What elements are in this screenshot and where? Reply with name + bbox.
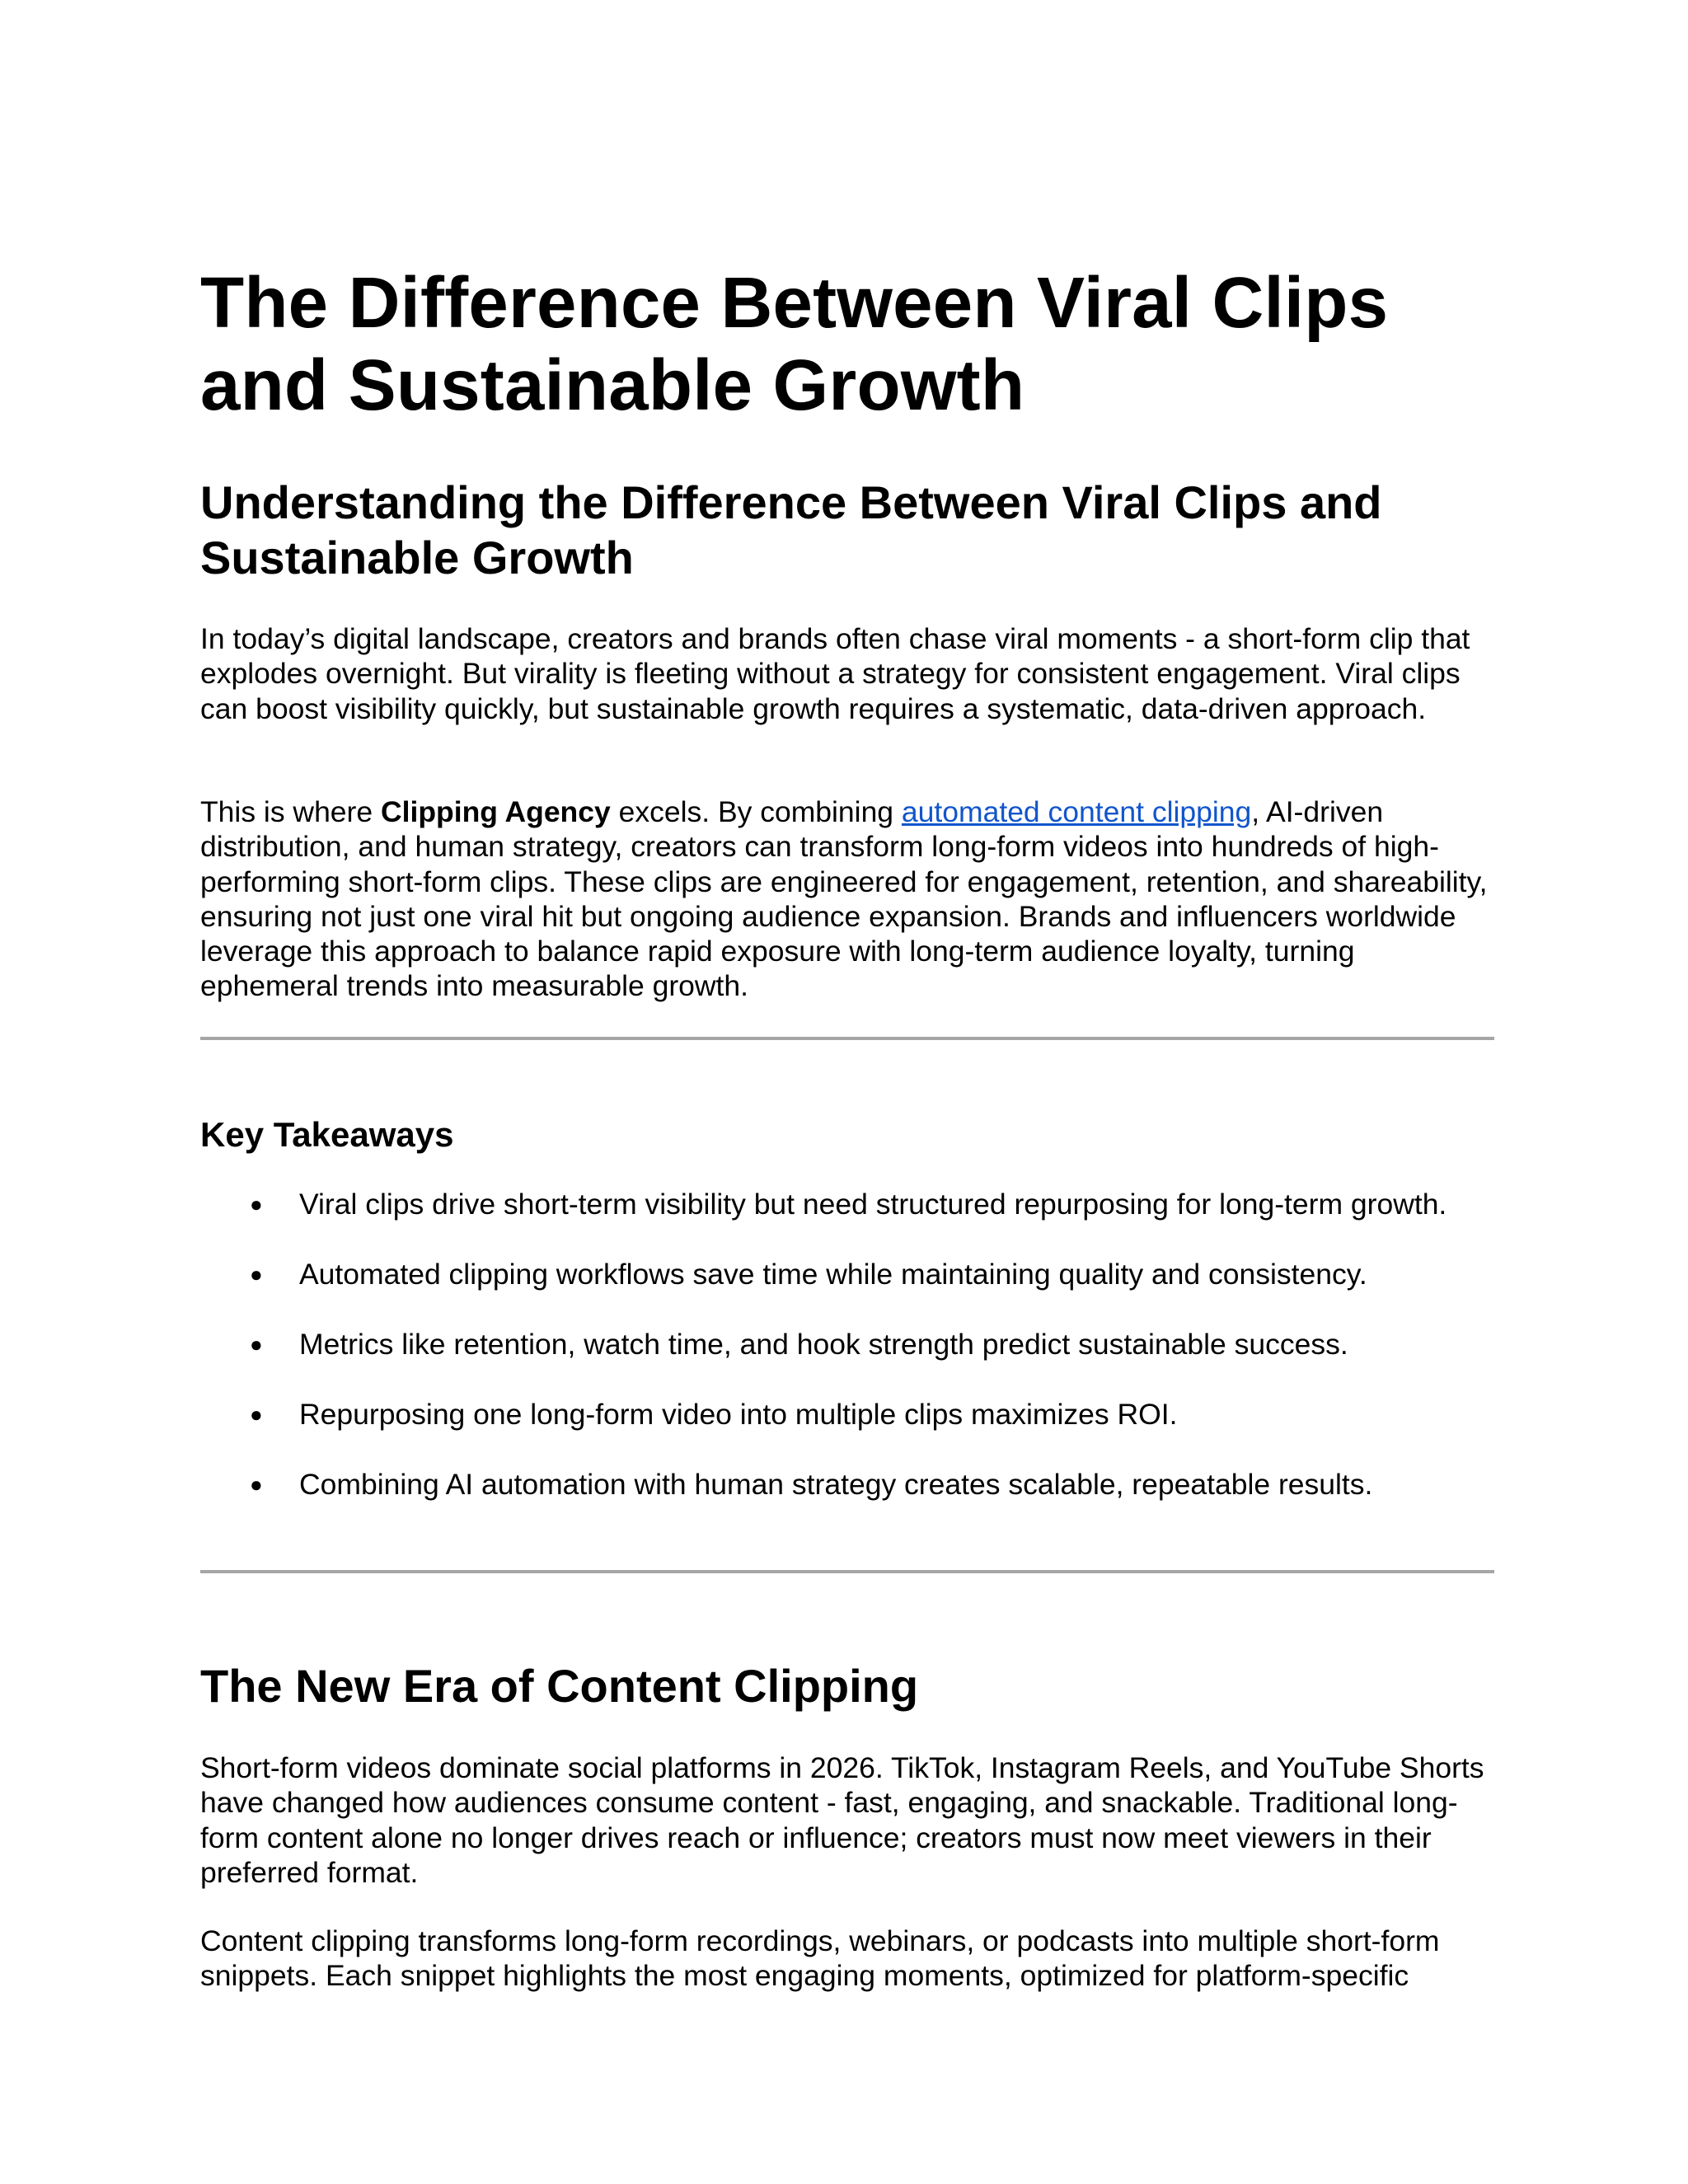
clipping-agency-paragraph (200, 794, 1494, 1004)
list-item-text: Repurposing one long-form video into multiple clips maximizes ROI. (299, 1398, 1178, 1431)
paragraph-text: This is where (200, 795, 381, 828)
bullet-icon: ● (250, 1332, 263, 1357)
list-item (200, 1327, 1494, 1397)
bullet-icon: ● (250, 1472, 263, 1497)
list-item (200, 1187, 1494, 1257)
horizontal-divider (200, 1037, 1494, 1040)
list-item (200, 1257, 1494, 1327)
list-item-text: Viral clips drive short-term visibility but need structured repurposing for long-term growth. (299, 1188, 1447, 1221)
list-item-text: Automated clipping workflows save time while maintaining quality and consistency. (299, 1258, 1367, 1291)
list-item (200, 1397, 1494, 1467)
list-item (200, 1467, 1494, 1537)
short-form-paragraph: Short-form videos dominate social platforms in 2026. TikTok, Instagram Reels, and YouTube Shorts have changed how audiences consume content - fast, engaging, and snackable. Traditional long-form content alone no longer drives reach or influence; creators must now meet viewers in their preferred format. (200, 1751, 1484, 1889)
document-title: The Difference Between Viral Clips and Sustainable Growth (200, 263, 1389, 425)
horizontal-divider (200, 1570, 1494, 1573)
intro-paragraph: In today’s digital landscape, creators and brands often chase viral moments - a short-form clip that explodes overnight. But virality is fleeting without a strategy for consistent engagement. Viral clips can boost visibility quickly, but sustainable growth requires a systematic, data-driven approach. (200, 622, 1470, 725)
list-item-text: Combining AI automation with human strategy creates scalable, repeatable results. (299, 1468, 1373, 1501)
key-takeaways-list (200, 1187, 1494, 1537)
clipping-agency-bold: Clipping Agency (380, 795, 611, 828)
paragraph-text: , AI-driven distribution, and human strategy, creators can transform long-form videos into hundreds of high-performing short-form clips. These clips are engineered for engagement, retention, and shareability, ensuring not just one viral hit but ongoing audience expansion. Brands and influencers worldwide leverage this approach to balance rapid exposure with long-term audience loyalty, turning ephemeral trends into measurable growth. (200, 795, 1488, 1003)
bullet-icon: ● (250, 1192, 263, 1216)
key-takeaways-heading: Key Takeaways (200, 1115, 454, 1154)
section-heading-understanding: Understanding the Difference Between Viral Clips and Sustainable Growth (200, 476, 1382, 583)
paragraph-text: excels. By combining (610, 795, 902, 828)
section-heading-new-era: The New Era of Content Clipping (200, 1660, 919, 1712)
bullet-icon: ● (250, 1262, 263, 1286)
automated-content-clipping-link[interactable]: automated content clipping (901, 795, 1252, 828)
bullet-icon: ● (250, 1402, 263, 1427)
list-item-text: Metrics like retention, watch time, and hook strength predict sustainable success. (299, 1328, 1348, 1361)
content-clipping-paragraph: Content clipping transforms long-form recordings, webinars, or podcasts into multiple short-form snippets. Each snippet highlights the most engaging moments, optimized for platform-specific (200, 1924, 1440, 1993)
